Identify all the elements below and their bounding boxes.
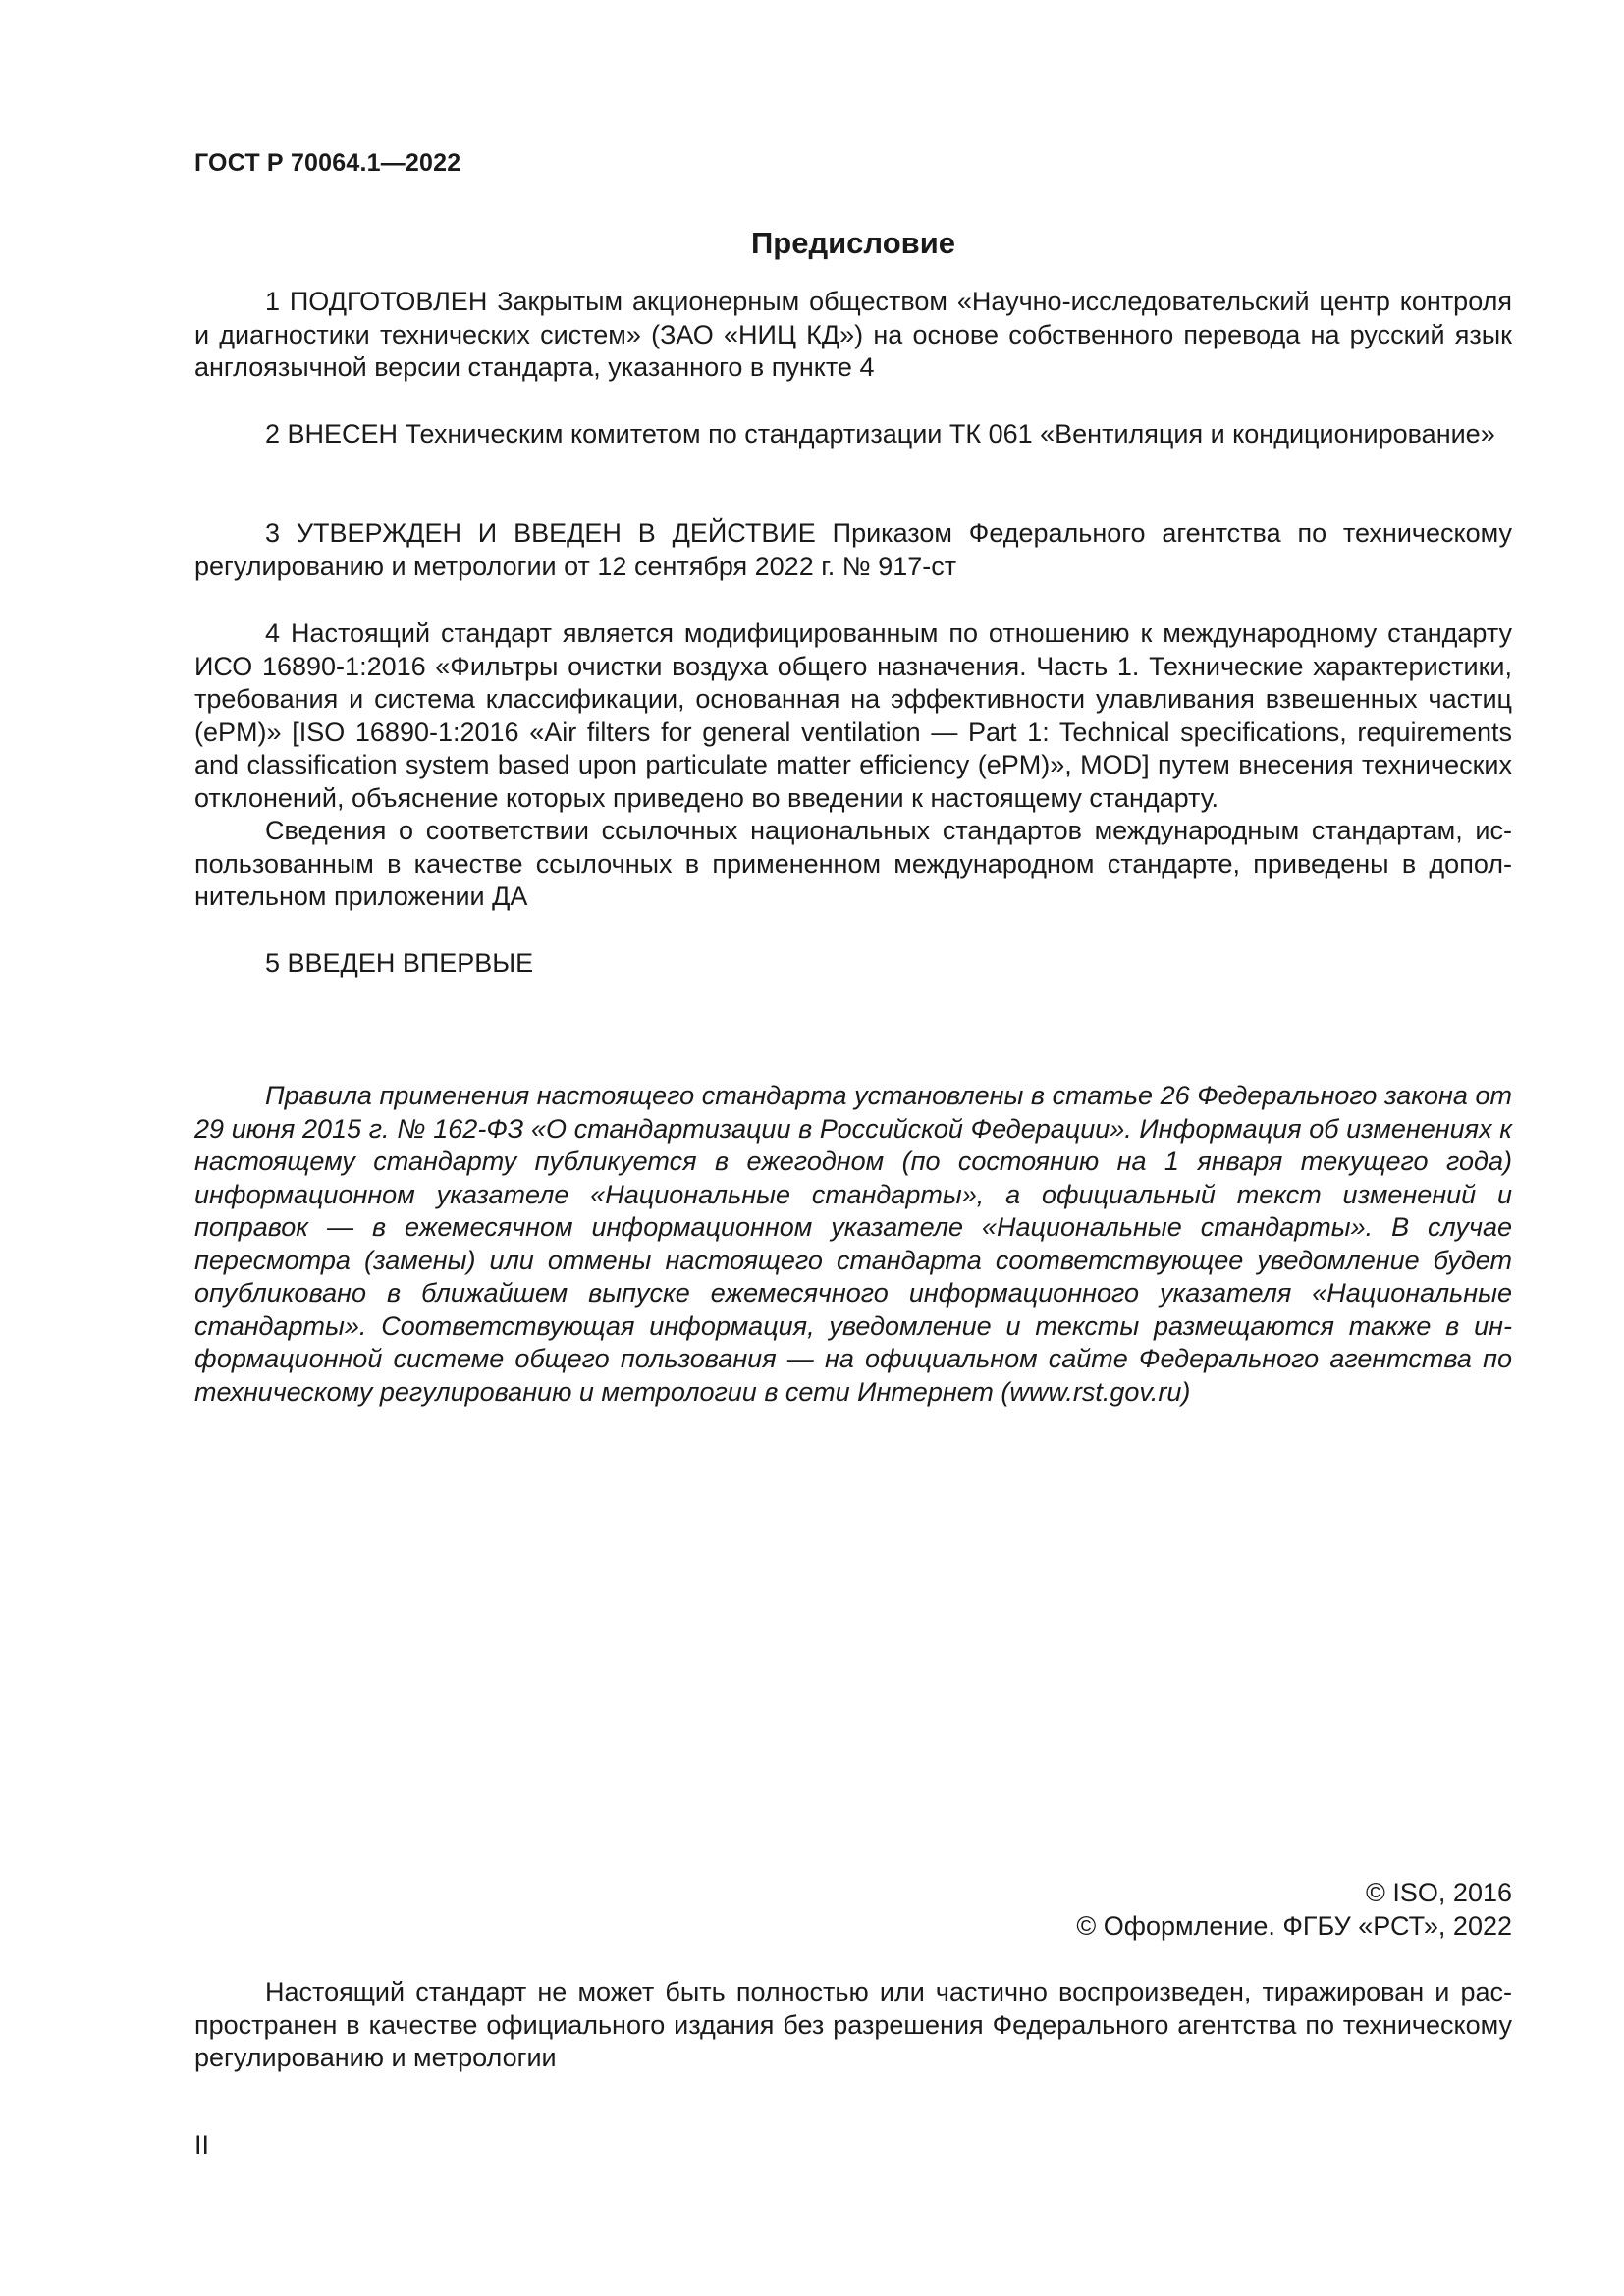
preface-item-4 [194,617,1512,914]
preface-item-5 [194,947,1512,981]
preface-item-2 [194,418,1512,452]
page-number: II [194,2130,210,2160]
copyright-iso: © ISO, 2016 [1366,1878,1512,1907]
reproduction-notice [194,1976,1512,2075]
copyright-rst: © Оформление. ФГБУ «РСТ», 2022 [1076,1910,1512,1941]
preface-item-2-text: 2 ВНЕСЕН Техническим комитетом по стандартизации ТК 061 «Вентиляция и кондиционирование» [265,419,1495,449]
preface-title: Предисловие [750,226,955,260]
preface-item-3 [194,517,1512,583]
preface-item-5-text: 5 ВВЕДЕН ВПЕРВЫЕ [265,948,534,978]
preface-item-4-text: 4 Настоящий стандарт является модифицированным по отношению к международному стандарту ИСО 16890-1:2016 «Фильтры очистки воздуха общего назначения. Часть 1. Технические характеристики, требования и система классификации, основанная на эффективности улавливания взвешенных частиц (ePM)» [ISO 16890-1:2016 «Air filters for general ventilation — Part 1: Technical specifications, requirements and classification system based upon particulate matter efficiency (ePM)», MOD] путем внесения технических отклонений, объяснение которых приведено во введении к настоящему стандарту. [194,618,1512,813]
copyright-block [1076,1877,1512,1943]
rules-notice [194,1080,1512,1409]
preface-item-1 [194,286,1512,385]
preface-item-1-text: 1 ПОДГОТОВЛЕН Закрытым акционерным обществом «Научно-исследовательский центр контроля и диагностики технических систем» (ЗАО «НИЦ КД») на основе собственного перевода на русский язык англоязычной версии стандарта, указанного в пункте 4 [194,287,1512,382]
rules-notice-text: Правила применения настоящего стандарта установлены в статье 26 Федерального закона от 29 июня 2015 г. № 162-ФЗ «О стандартизации в Российской Федерации». Информация об изменениях к настоящему стандарту публикуется в ежегодном (по состоянию на 1 января текущего года) информационном указателе «Национальные стандарты», а официальный текст изменений и поправок — в ежемесячном информационном указателе «Национальные стандарты». В случае пересмотра (замены) или отмены настоящего стандарта соответствующее уведомление будет опубликовано в ближайшем выпуске ежемесячного информационного указателя «Национальные стандарты». Соответствующая информация, уведомление и тексты размещаются также в информационной системе общего пользования — на официальном сайте Федерального агентства по техническому регулированию и метрологии в сети Интернет (www.rst.gov.ru) [194,1081,1512,1407]
preface-item-3-text: 3 УТВЕРЖДЕН И ВВЕДЕН В ДЕЙСТВИЕ Приказом Федерального агентства по техническому регулированию и метрологии от 12 сентября 2022 г. № 917-ст [194,518,1512,581]
reproduction-notice-text: Настоящий стандарт не может быть полностью или частично воспроизведен, тиражирован и распространен в качестве официального издания без разрешения Федерального агентства по техническому регулированию и метрологии [194,1977,1512,2072]
document-designation-header: ГОСТ Р 70064.1—2022 [194,149,461,177]
preface-item-4-references-note: Сведения о соответствии ссылочных национальных стандартов международным стандартам, использованным в качестве ссылочных в примененном международном стандарте, приведены в дополнительном приложении ДА [194,816,1512,911]
